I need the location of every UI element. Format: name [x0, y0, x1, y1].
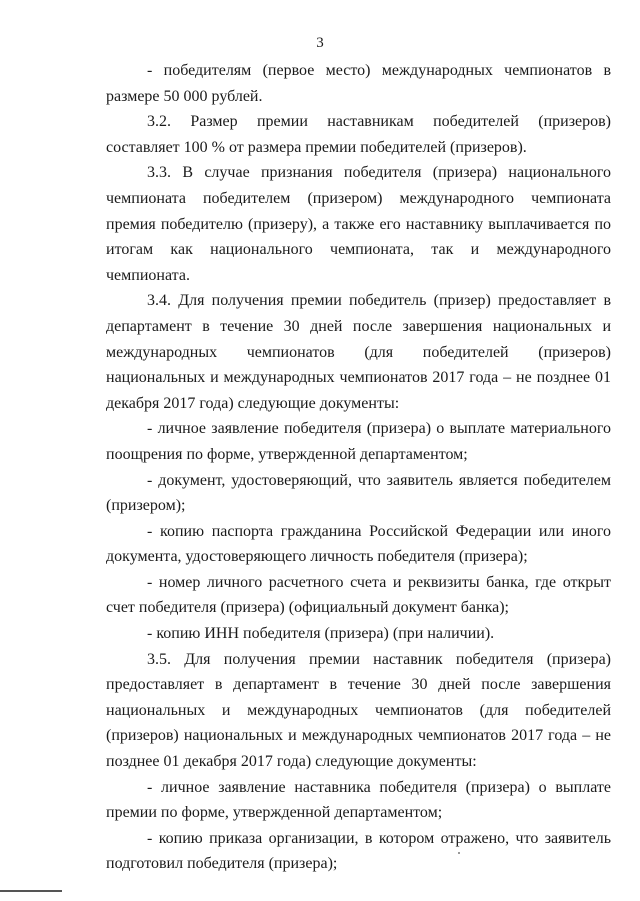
- document-body: [106, 58, 611, 877]
- list-item-bank-details: - номер личного расчетного счета и реквизиты банка, где открыт счет победителя (призера) (официальный документ банка);: [106, 573, 611, 617]
- page-number: 3: [316, 35, 324, 51]
- paragraph-3-5: 3.5. Для получения премии наставник победителя (призера) предоставляет в департамент в течение 30 дней после завершения национальных и международных чемпионатов (для победителей (призеров) национальных и международных чемпионатов 2017 года – не позднее 01 декабря 2017 года) следующие документы:: [106, 650, 611, 771]
- paragraph-3-4: 3.4. Для получения премии победитель (призер) предоставляет в департамент в течение 30 дней после завершения национальных и международных чемпионатов (для победителей (призеров) национальных и международных чемпионатов 2017 года – не позднее 01 декабря 2017 года) следующие документы:: [106, 292, 611, 412]
- paragraph-3-3: 3.3. В случае признания победителя (призера) национального чемпионата победителем (призером) международного чемпионата премия победителю (призеру), а также его наставнику выплачивается по итогам как национального чемпионата, так и международного чемпионата.: [106, 164, 611, 284]
- list-item-personal-statement: - личное заявление победителя (призера) о выплате материального поощрения по форме, утвержденной департаментом;: [106, 420, 611, 463]
- paragraph-3-2: 3.2. Размер премии наставникам победителей (призеров) составляет 100 % от размера премии победителей (призеров).: [106, 113, 611, 156]
- scan-artifact-dot: [458, 852, 460, 854]
- list-item-mentor-statement: - личное заявление наставника победителя (призера) о выплате премии по форме, утвержденной департаментом;: [106, 778, 611, 822]
- list-item-inn-copy: - копию ИНН победителя (призера) (при наличии).: [147, 625, 495, 643]
- paragraph-bullet-international-first-place: - победителям (первое место) международных чемпионатов в размере 50 000 рублей.: [106, 62, 611, 105]
- scan-artifact-line: [0, 890, 62, 892]
- list-item-passport-copy: - копию паспорта гражданина Российской Федерации или иного документа, удостоверяющего личность победителя (призера);: [106, 522, 611, 566]
- list-item-organization-order: - копию приказа организации, в котором отражено, что заявитель подготовил победителя (призера);: [106, 829, 611, 873]
- list-item-winner-document: - документ, удостоверяющий, что заявитель является победителем (призером);: [106, 471, 611, 515]
